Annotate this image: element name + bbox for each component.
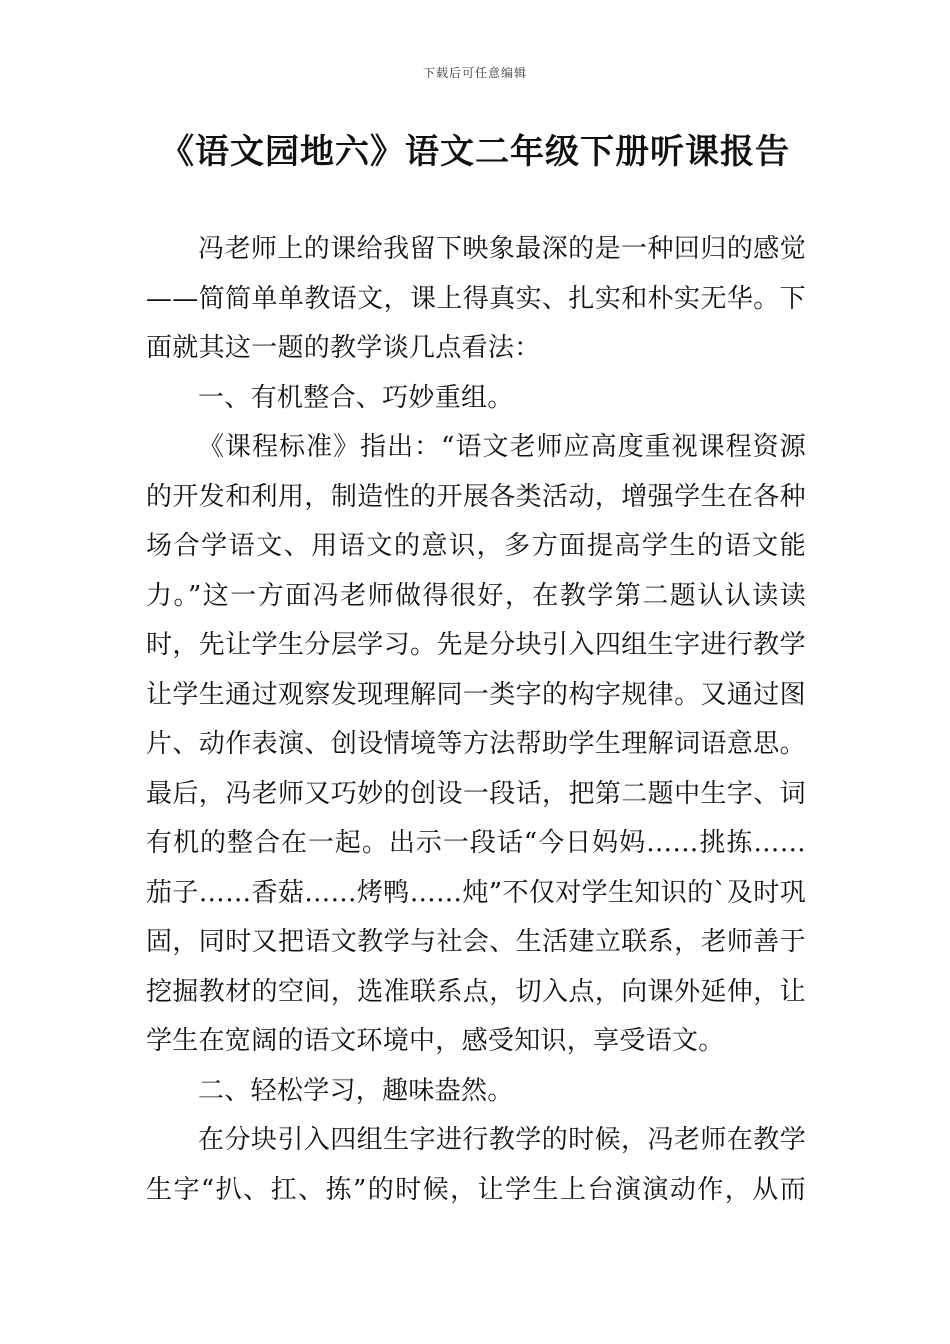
paragraph-line: 面就其这一题的教学谈几点看法： [146, 333, 541, 363]
section-heading: 二、轻松学习，趣味盎然。 [198, 1075, 514, 1106]
paragraph-line: 让学生通过观察发现理解同一类字的构字规律。又通过图 [146, 679, 806, 710]
document-body [146, 228, 806, 1218]
paragraph-line: 生字“扒、扛、拣”的时候，让学生上台演演动作，从而 [146, 1174, 806, 1205]
paragraph-line: 学生在宽阔的语文环境中，感受知识，享受语文。 [146, 1026, 725, 1056]
paragraph-line: 场合学语文、用语文的意识，多方面提高学生的语文能 [146, 531, 806, 561]
paragraph-line: 时，先让学生分层学习。先是分块引入四组生字进行教学 [146, 630, 806, 660]
paragraph-line: 茄子……香菇……烤鸭……炖”不仅对学生知识的`及时巩 [146, 877, 806, 908]
paragraph-line: 最后，冯老师又巧妙的创设一段话，把第二题中生字、词 [146, 778, 806, 809]
paragraph-line: 力。”这一方面冯老师做得很好，在教学第二题认认读读 [146, 580, 806, 611]
header-note: 下载后可任意编辑 [422, 66, 527, 80]
paragraph-line: 片、动作表演、创设情境等方法帮助学生理解词语意思。 [146, 729, 806, 759]
section-heading: 一、有机整合、巧妙重组。 [198, 382, 514, 413]
paragraph-line: 《课程标准》指出：“语文老师应高度重视课程资源 [198, 432, 806, 462]
paragraph-line: 挖掘教材的空间，选准联系点，切入点，向课外延伸，让 [146, 976, 806, 1007]
paragraph-line: 有机的整合在一起。出示一段话“今日妈妈……挑拣…… [146, 828, 806, 858]
paragraph-line: 在分块引入四组生字进行教学的时候，冯老师在教学 [198, 1125, 806, 1155]
paragraph-line: 固，同时又把语文教学与社会、生活建立联系，老师善于 [146, 927, 806, 957]
document-title: 《语文园地六》语文二年级下册听课报告 [160, 132, 790, 172]
paragraph-line: ——简简单单教语文，课上得真实、扎实和朴实无华。下 [146, 283, 806, 314]
paragraph-line: 的开发和利用，制造性的开展各类活动，增强学生在各种 [146, 481, 806, 512]
paragraph-line: 冯老师上的课给我留下映象最深的是一种回归的感觉 [198, 234, 806, 264]
